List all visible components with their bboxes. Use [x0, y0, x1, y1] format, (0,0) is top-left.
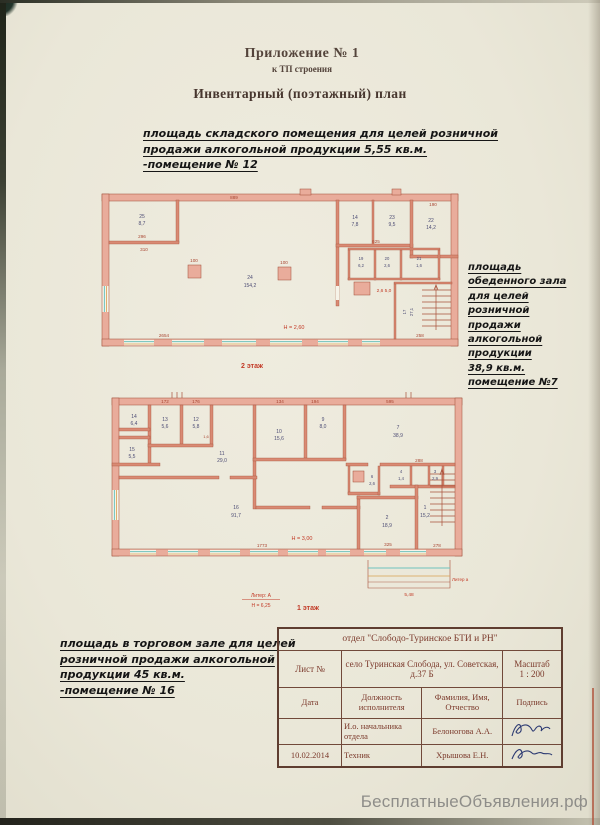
- scale-label: Масштаб: [514, 658, 550, 669]
- room-area: 154,2: [243, 283, 257, 289]
- room-area: 2,9: [432, 476, 438, 481]
- dim-label: 595: [386, 399, 394, 404]
- sheet-number-label: Лист №: [278, 651, 342, 688]
- floor-label: 2 этаж: [241, 363, 263, 370]
- room-number: 24: [247, 275, 253, 281]
- room-area: 5,6: [161, 424, 169, 430]
- note-storage-line: продажи алкогольной продукции 5,55 кв.м.: [143, 142, 428, 156]
- signature-khryshova: [508, 746, 556, 762]
- room-area: 38,9: [393, 433, 403, 439]
- ceiling-height-note: Н = 3,00: [291, 536, 313, 542]
- room-area: 29,0: [217, 458, 227, 464]
- column-dim: 100: [280, 260, 288, 265]
- note-trade-line: -помещение № 16: [60, 683, 175, 697]
- room-number: 10: [276, 429, 282, 435]
- column-dim: 100: [190, 258, 198, 263]
- name-cell: Хрышова Е.Н.: [422, 745, 503, 767]
- corridor-note: 2,6 5,0: [376, 289, 392, 294]
- scan-right-edge: [588, 0, 600, 825]
- room-labels: [139, 214, 437, 316]
- staircase: [422, 285, 451, 330]
- date-cell: [278, 719, 342, 745]
- room-area: 8,7: [138, 221, 146, 227]
- room-area: 2,6: [384, 263, 390, 268]
- columns: [188, 265, 291, 280]
- room-area: 6,4: [130, 421, 138, 427]
- note-dining-line: алкогольной: [468, 334, 543, 346]
- dim-label: 1,6: [203, 434, 209, 439]
- dim-label: 258: [416, 333, 424, 338]
- scan-bottom-edge: [0, 818, 600, 825]
- room-area: 5,8: [192, 424, 200, 430]
- object-address: село Туринская Слобода, ул. Советская, д.37 Б: [342, 651, 503, 688]
- note-dining-line: розничной: [468, 305, 530, 317]
- bti-department-title: отдел "Слободо-Туринское БТИ и РН": [278, 628, 562, 651]
- ceiling-height-note: Н = 2,60: [283, 325, 305, 331]
- room-area: 5,5: [128, 454, 136, 460]
- signature-label: Подпись: [503, 688, 563, 719]
- room-number: 16: [233, 505, 239, 511]
- position-label: Должность исполнителя: [342, 688, 422, 719]
- room-area: 1,4: [398, 476, 404, 481]
- floor-plan-2nd-floor: [100, 188, 462, 374]
- date-cell: 10.02.2014: [278, 745, 342, 767]
- porch-dim: 5,48: [404, 593, 414, 598]
- room-number: 17: [402, 309, 407, 315]
- room-area: 7,8: [351, 222, 359, 228]
- liter-value: Н = 6,25: [251, 603, 271, 609]
- position-cell: И.о. начальника отдела: [342, 719, 422, 745]
- room-area: 91,7: [231, 513, 241, 519]
- dim-label: 278: [433, 543, 441, 548]
- note-trade-line: розничной продажи алкогольной: [60, 652, 275, 666]
- room-number: 7: [396, 425, 400, 431]
- title-block-table: [277, 627, 563, 768]
- dim-label: 310: [140, 247, 148, 252]
- dim-label: 194: [311, 399, 319, 404]
- room-number: 6: [370, 474, 374, 479]
- room-area: 14,2: [426, 225, 436, 231]
- note-trade-area: [60, 636, 296, 698]
- name-cell: Белоногова А.А.: [422, 719, 503, 745]
- scan-top-edge: [0, 0, 600, 3]
- note-dining-line: для целей: [468, 290, 529, 302]
- dim-label: 325: [384, 542, 392, 547]
- scan-margin-line: [592, 688, 594, 825]
- scan-left-edge: [0, 0, 6, 825]
- room-area: 6,2: [358, 263, 364, 268]
- room-number: 13: [162, 417, 168, 423]
- signature-cell: [503, 745, 563, 767]
- dim-label: 172: [161, 399, 169, 404]
- room-area: 27,1: [409, 307, 414, 317]
- position-cell: Техник: [342, 745, 422, 767]
- room-number: 3: [433, 469, 437, 474]
- note-dining-line: помещение №7: [468, 377, 558, 389]
- note-dining-line: продукции: [468, 348, 532, 360]
- room-number: 1: [423, 505, 427, 511]
- note-trade-line: продукции 45 кв.м.: [60, 668, 185, 681]
- room-area: 1,6: [416, 263, 422, 268]
- note-trade-line: площадь в торговом зале для целей: [60, 637, 296, 650]
- room-number: 15: [129, 447, 135, 453]
- room-number: 23: [389, 215, 395, 221]
- site-watermark: БесплатныеОбъявления.рф: [360, 792, 588, 811]
- entrance-ticks: [172, 392, 411, 398]
- room-area: 15,2: [420, 513, 430, 519]
- room-number: 25: [139, 214, 145, 220]
- note-dining-area: [468, 261, 566, 391]
- dim-label: 1773: [256, 543, 268, 548]
- dim-label: 190: [429, 202, 437, 207]
- note-dining-line: 38,9 кв.м.: [468, 362, 526, 374]
- note-storage-area: [143, 126, 498, 173]
- page-title: Инвентарный (поэтажный) план: [193, 86, 407, 101]
- dim-label: 134: [276, 399, 284, 404]
- dim-label: 176: [192, 399, 200, 404]
- porch: [368, 560, 450, 588]
- scale-value: 1 : 200: [519, 669, 545, 679]
- room-number: 21: [416, 256, 422, 261]
- room-number: 20: [384, 256, 390, 261]
- date-label: Дата: [278, 688, 342, 719]
- windows: [112, 490, 426, 555]
- dim-label: 296: [138, 234, 146, 239]
- room-number: 4: [399, 469, 403, 474]
- room-number: 19: [358, 256, 364, 261]
- dim-label: 2654: [158, 333, 170, 338]
- note-dining-line: площадь: [468, 262, 522, 273]
- dim-label: 625: [372, 239, 380, 244]
- dim-label: 889: [230, 195, 238, 200]
- floor-label: 1 этаж: [297, 605, 319, 612]
- room-number: 9: [321, 417, 325, 423]
- note-dining-line: обеденного зала: [468, 276, 567, 288]
- room-area: 15,6: [274, 436, 284, 442]
- signature-cell: [503, 719, 563, 745]
- room-number: 2: [385, 515, 389, 521]
- room-number: 12: [193, 417, 199, 423]
- room-area: 2,6: [369, 481, 375, 486]
- room-number: 22: [428, 218, 434, 224]
- appendix-subheading: к ТП строения: [272, 64, 332, 74]
- appendix-heading: Приложение № 1: [244, 46, 360, 61]
- room-area: 8,0: [319, 424, 327, 430]
- room-number: 14: [131, 414, 137, 420]
- liter-label: Литер: А: [251, 593, 271, 599]
- fullname-label: Фамилия, Имя, Отчество: [422, 688, 503, 719]
- note-storage-line: площадь складского помещения для целей розничной: [143, 127, 498, 140]
- signature-belonogova: [508, 720, 556, 740]
- floor-plan-1st-floor: [110, 390, 470, 622]
- room-area: 18,9: [382, 523, 392, 529]
- note-storage-line: -помещение № 12: [143, 158, 258, 171]
- room-number: 14: [352, 215, 358, 221]
- scale-cell: [503, 651, 563, 688]
- dim-label: 288: [415, 458, 423, 463]
- porch-liter-label: Литер а: [452, 577, 469, 582]
- note-dining-line: продажи: [468, 319, 521, 331]
- room-number: 11: [219, 451, 225, 457]
- room-labels: [129, 414, 439, 529]
- room-area: 9,5: [388, 222, 396, 228]
